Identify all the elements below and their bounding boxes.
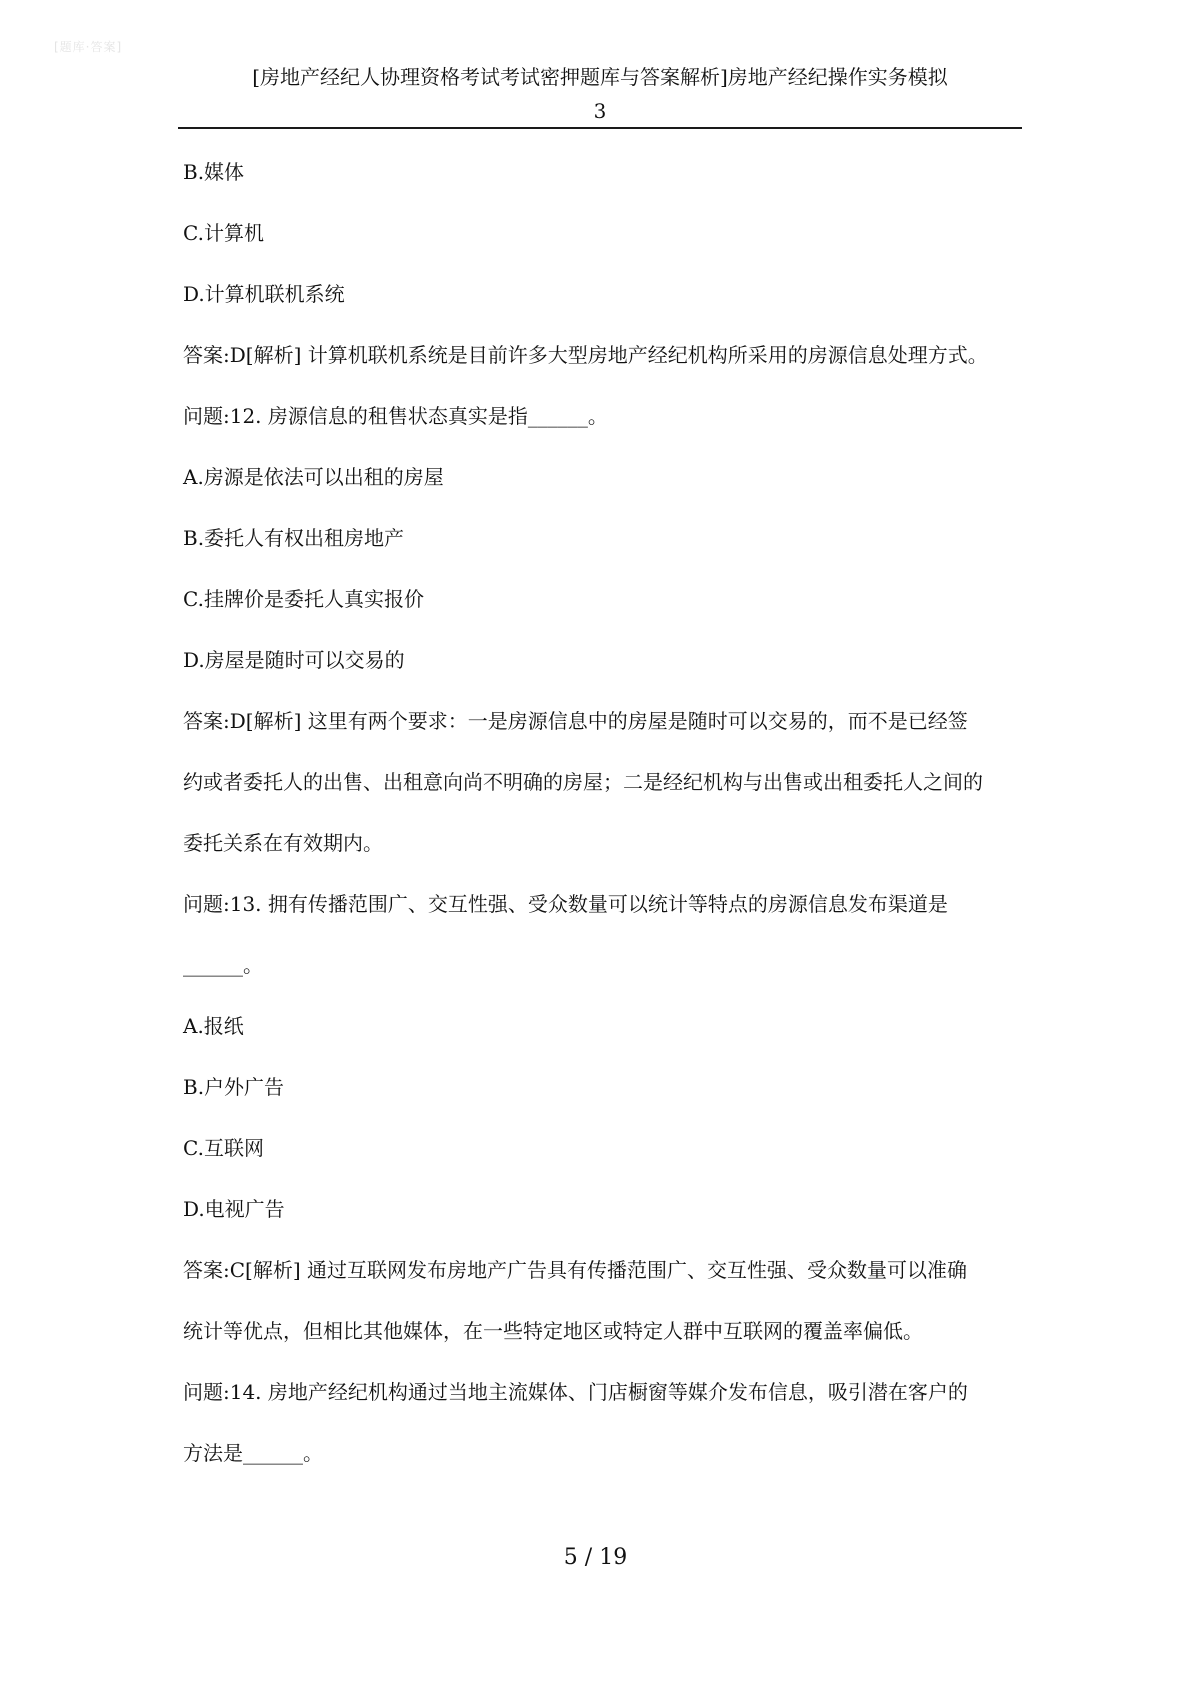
option-c: C.挂牌价是委托人真实报价 bbox=[183, 587, 424, 611]
question-13-continued: ______。 bbox=[183, 953, 263, 977]
answer-11: 答案:D[解析] 计算机联机系统是目前许多大型房地产经纪机构所采用的房源信息处理方式。 bbox=[183, 343, 988, 367]
answer-12: 答案:D[解析] 这里有两个要求：一是房源信息中的房屋是随时可以交易的，而不是已经签 bbox=[183, 709, 968, 733]
option-d: D.电视广告 bbox=[183, 1197, 285, 1221]
answer-12-continued: 委托关系在有效期内。 bbox=[183, 831, 383, 855]
question-12: 问题:12. 房源信息的租售状态真实是指______。 bbox=[183, 404, 608, 428]
option-b: B.媒体 bbox=[183, 160, 245, 184]
option-d: D.房屋是随时可以交易的 bbox=[183, 648, 405, 672]
answer-12-continued: 约或者委托人的出售、出租意向尚不明确的房屋；二是经纪机构与出售或出租委托人之间的 bbox=[183, 770, 983, 794]
answer-13: 答案:C[解析] 通过互联网发布房地产广告具有传播范围广、交互性强、受众数量可以准确 bbox=[183, 1258, 968, 1282]
page-header bbox=[178, 60, 1022, 128]
header-divider bbox=[178, 127, 1022, 129]
watermark: [题库·答案] bbox=[54, 40, 123, 54]
header-title: [房地产经纪人协理资格考试考试密押题库与答案解析]房地产经纪操作实务模拟 bbox=[252, 65, 948, 89]
option-d: D.计算机联机系统 bbox=[183, 282, 345, 306]
option-c: C.互联网 bbox=[183, 1136, 264, 1160]
option-c: C.计算机 bbox=[183, 221, 264, 245]
header-title-continued: 3 bbox=[593, 99, 607, 123]
question-13: 问题:13. 拥有传播范围广、交互性强、受众数量可以统计等特点的房源信息发布渠道是 bbox=[183, 892, 948, 916]
option-a: A.房源是依法可以出租的房屋 bbox=[183, 465, 444, 489]
answer-13-continued: 统计等优点，但相比其他媒体，在一些特定地区或特定人群中互联网的覆盖率偏低。 bbox=[183, 1319, 923, 1343]
question-14-continued: 方法是______。 bbox=[183, 1441, 323, 1465]
option-a: A.报纸 bbox=[183, 1014, 244, 1038]
page-number: 5 / 19 bbox=[563, 1545, 628, 1570]
question-14: 问题:14. 房地产经纪机构通过当地主流媒体、门店橱窗等媒介发布信息，吸引潜在客户的 bbox=[183, 1380, 968, 1404]
option-b: B.户外广告 bbox=[183, 1075, 285, 1099]
option-b: B.委托人有权出租房地产 bbox=[183, 526, 405, 550]
